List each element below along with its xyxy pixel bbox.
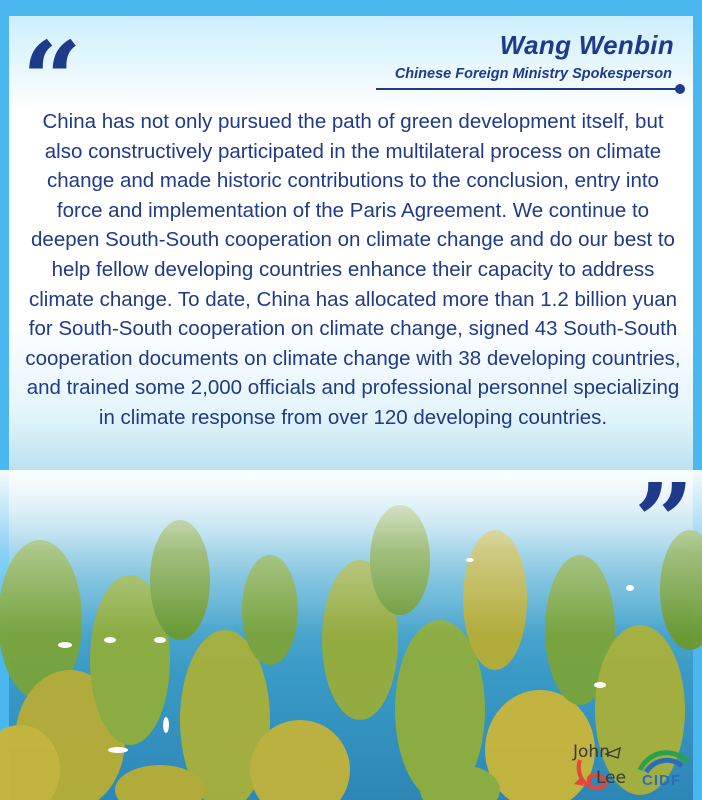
artist-name-line2: Lee — [596, 768, 627, 788]
close-quote-mark: ” — [634, 460, 694, 583]
speaker-title: Chinese Foreign Ministry Spokesperson — [394, 66, 672, 82]
speaker-name: Wang Wenbin — [499, 30, 674, 60]
quote-text: China has not only pursued the path of green development itself, but also constructively participated in the multilateral process on climate change and made historic contributions to the conclusion, entry into force and implementation of the Paris Agreement. We continue to deepen South-South cooperation on climate change and do our best to help fellow developing countries enhance their capacity to address climate change. To date, China has allocated more than 1.2 billion yuan for South-South cooperation on climate change, signed 43 South-South cooperation documents on climate change with 38 developing countries, and trained some 2,000 officials and professional personnel specializing in climate response from over 120 developing countries. — [25, 110, 681, 429]
frame-top — [0, 0, 702, 16]
cidf-logo-text: CIDF — [642, 772, 681, 789]
artist-name-line1: John — [573, 742, 610, 762]
title-underline — [376, 88, 679, 90]
underline-dot — [675, 84, 685, 94]
open-quote-mark: “ — [22, 18, 82, 141]
